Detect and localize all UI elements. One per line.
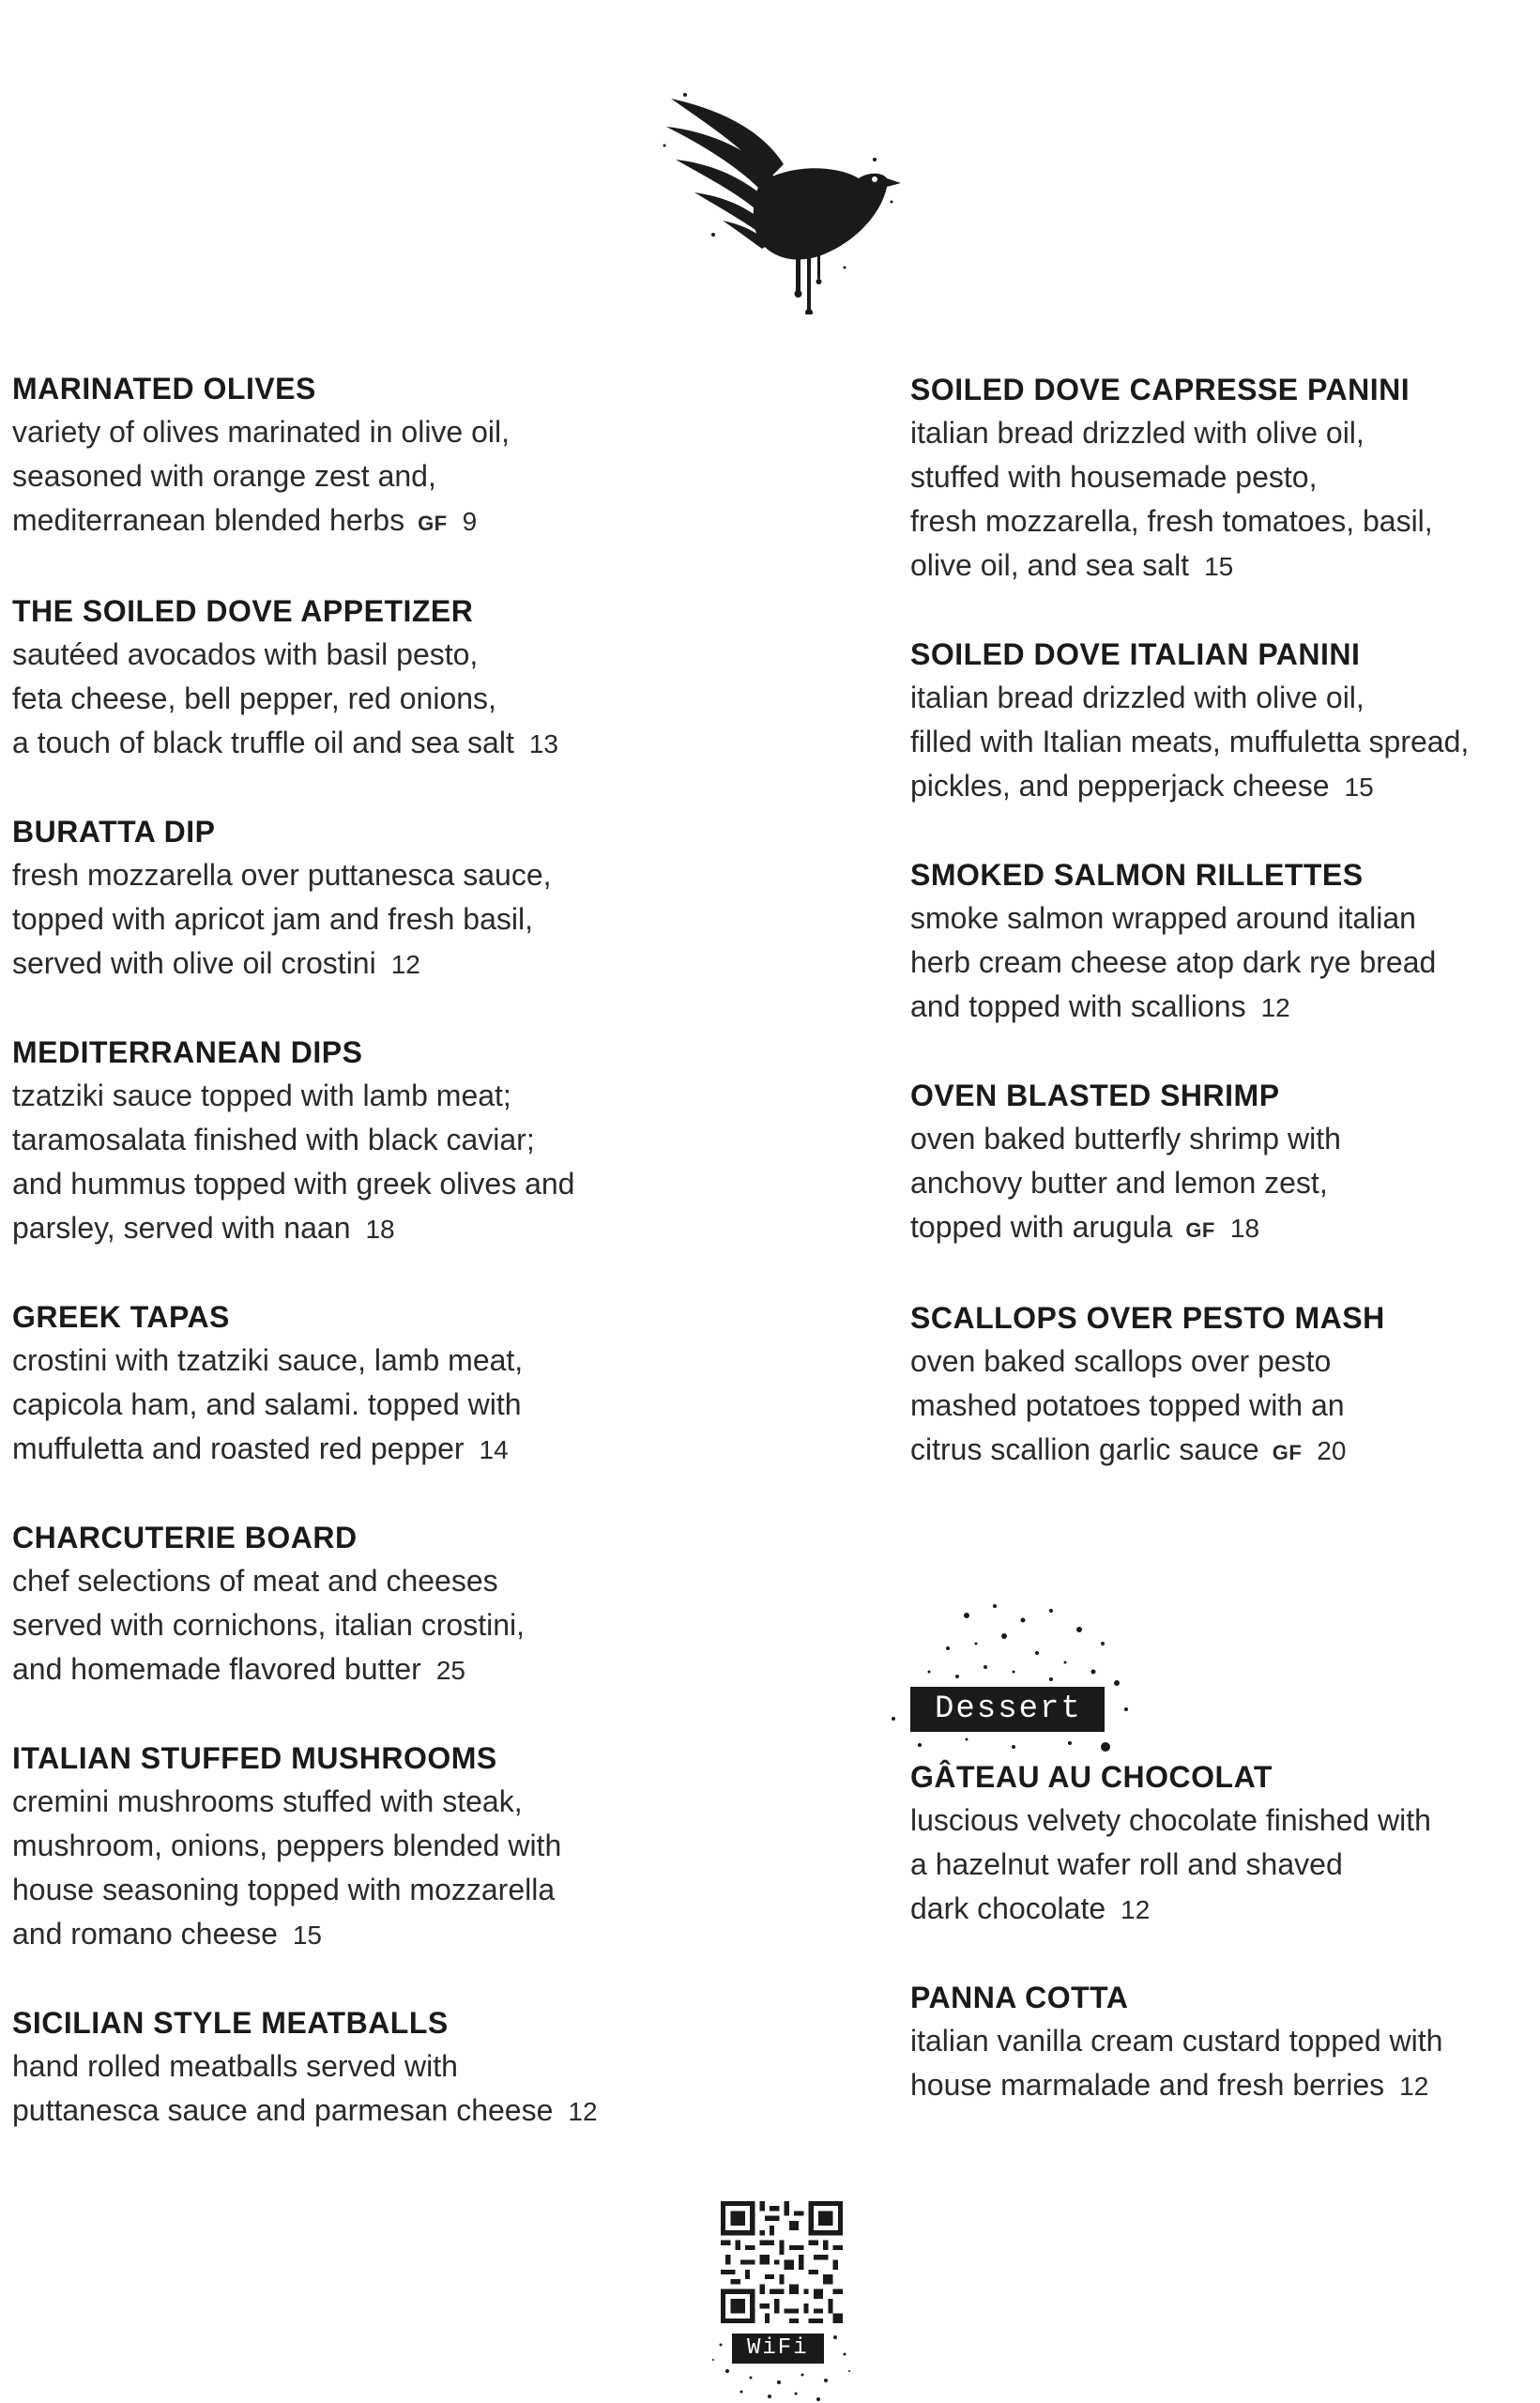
description-line: fresh mozzarella, fresh tomatoes, basil, bbox=[910, 504, 1433, 538]
description-line: feta cheese, bell pepper, red onions, bbox=[12, 681, 496, 715]
item-price: 15 bbox=[292, 1921, 323, 1950]
description-line: mediterranean blended herbs GF 9 bbox=[12, 503, 478, 537]
item-name: SMOKED SALMON RILLETTES bbox=[910, 858, 1364, 892]
qr-code-icon[interactable] bbox=[721, 2201, 843, 2323]
item-price: 12 bbox=[1260, 993, 1290, 1022]
item-description bbox=[12, 1339, 754, 1472]
item-name: GREEK TAPAS bbox=[12, 1300, 230, 1334]
menu-item bbox=[910, 1075, 1530, 1252]
item-price: 9 bbox=[462, 507, 478, 536]
item-description bbox=[12, 2044, 754, 2134]
description-line: cremini mushrooms stuffed with steak, bbox=[12, 1784, 523, 1818]
menu-item bbox=[910, 369, 1530, 589]
item-description bbox=[910, 1339, 1530, 1475]
description-line: puttanesca sauce and parmesan cheese 12 bbox=[12, 2093, 598, 2127]
menu-item bbox=[12, 1032, 754, 1251]
item-name: CHARCUTERIE BOARD bbox=[12, 1521, 358, 1554]
item-name: PANNA COTTA bbox=[910, 1981, 1129, 2014]
description-line: muffuletta and roasted red pepper 14 bbox=[12, 1431, 509, 1465]
description-line: chef selections of meat and cheeses bbox=[12, 1564, 498, 1598]
item-name: SOILED DOVE ITALIAN PANINI bbox=[910, 637, 1361, 671]
description-line: and romano cheese 15 bbox=[12, 1917, 323, 1951]
item-description bbox=[910, 1798, 1530, 1932]
description-line: oven baked butterfly shrimp with bbox=[910, 1122, 1341, 1156]
item-description bbox=[12, 1559, 754, 1692]
description-line: italian bread drizzled with olive oil, bbox=[910, 416, 1365, 450]
description-line: house seasoning topped with mozzarella bbox=[12, 1873, 556, 1906]
item-name: ITALIAN STUFFED MUSHROOMS bbox=[12, 1741, 497, 1775]
description-line: luscious velvety chocolate finished with bbox=[910, 1803, 1431, 1837]
description-line: fresh mozzarella over puttanesca sauce, bbox=[12, 858, 552, 892]
description-line: herb cream cheese atop dark rye bread bbox=[910, 945, 1437, 979]
wifi-badge bbox=[704, 2326, 854, 2403]
description-line: italian vanilla cream custard topped with bbox=[910, 2024, 1443, 2058]
description-line: and homemade flavored butter 25 bbox=[12, 1652, 465, 1686]
description-line: served with cornichons, italian crostini, bbox=[12, 1608, 526, 1642]
menu-item bbox=[910, 1756, 1530, 1932]
item-name: MEDITERRANEAN DIPS bbox=[12, 1035, 363, 1069]
item-description bbox=[12, 853, 754, 987]
menu-item bbox=[910, 854, 1530, 1030]
menu-item bbox=[12, 811, 754, 987]
description-line: parsley, served with naan 18 bbox=[12, 1211, 395, 1245]
menu-item bbox=[910, 1977, 1530, 2108]
dessert-heading bbox=[910, 1578, 1530, 1756]
item-price: 20 bbox=[1317, 1436, 1347, 1465]
item-description bbox=[12, 1780, 754, 1957]
description-line: citrus scallion garlic sauce GF 20 bbox=[910, 1432, 1347, 1466]
wifi-label: WiFi bbox=[732, 2334, 824, 2364]
right-menu-column bbox=[910, 369, 1530, 2153]
menu-item bbox=[12, 590, 754, 766]
menu-item bbox=[12, 1737, 754, 1957]
description-line: pickles, and pepperjack cheese 15 bbox=[910, 769, 1374, 803]
item-name: MARINATED OLIVES bbox=[12, 372, 316, 406]
dessert-label: Dessert bbox=[910, 1687, 1105, 1732]
item-name: THE SOILED DOVE APPETIZER bbox=[12, 594, 474, 628]
description-line: topped with arugula GF 18 bbox=[910, 1210, 1260, 1244]
item-price: 15 bbox=[1344, 773, 1374, 802]
description-line: topped with apricot jam and fresh basil, bbox=[12, 902, 533, 936]
description-line: filled with Italian meats, muffuletta spread, bbox=[910, 725, 1470, 758]
menu-item bbox=[12, 368, 754, 545]
description-line: a hazelnut wafer roll and shaved bbox=[910, 1847, 1343, 1881]
menu-item bbox=[910, 634, 1530, 809]
description-line: mushroom, onions, peppers blended with bbox=[12, 1829, 562, 1862]
gluten-free-tag: GF bbox=[418, 512, 448, 535]
item-description bbox=[12, 410, 754, 545]
description-line: and hummus topped with greek olives and bbox=[12, 1167, 575, 1201]
item-name: BURATTA DIP bbox=[12, 815, 216, 849]
item-name: GÂTEAU AU CHOCOLAT bbox=[910, 1760, 1273, 1794]
dove-logo-icon bbox=[657, 89, 901, 314]
description-line: italian bread drizzled with olive oil, bbox=[910, 681, 1365, 714]
item-price: 25 bbox=[435, 1656, 465, 1685]
item-price: 12 bbox=[1121, 1895, 1151, 1924]
item-price: 12 bbox=[390, 950, 420, 979]
item-description bbox=[910, 676, 1530, 809]
description-line: hand rolled meatballs served with bbox=[12, 2049, 458, 2083]
item-price: 12 bbox=[568, 2097, 598, 2126]
menu-item bbox=[12, 1296, 754, 1472]
description-line: and topped with scallions 12 bbox=[910, 989, 1290, 1023]
item-description bbox=[910, 411, 1530, 589]
menu-item bbox=[910, 1297, 1530, 1475]
description-line: mashed potatoes topped with an bbox=[910, 1388, 1345, 1422]
item-price: 12 bbox=[1399, 2072, 1429, 2101]
item-name: SOILED DOVE CAPRESSE PANINI bbox=[910, 373, 1410, 406]
item-name: OVEN BLASTED SHRIMP bbox=[910, 1079, 1280, 1112]
item-name: SICILIAN STYLE MEATBALLS bbox=[12, 2006, 449, 2040]
description-line: dark chocolate 12 bbox=[910, 1891, 1151, 1925]
description-line: smoke salmon wrapped around italian bbox=[910, 901, 1416, 935]
item-price: 18 bbox=[365, 1215, 395, 1244]
item-description bbox=[12, 633, 754, 766]
gluten-free-tag: GF bbox=[1185, 1218, 1215, 1242]
description-line: crostini with tzatziki sauce, lamb meat, bbox=[12, 1343, 524, 1377]
item-price: 13 bbox=[528, 729, 558, 758]
left-menu-column bbox=[12, 368, 754, 2179]
item-description bbox=[12, 1074, 754, 1251]
description-line: capicola ham, and salami. topped with bbox=[12, 1387, 522, 1421]
description-line: taramosalata finished with black caviar; bbox=[12, 1123, 535, 1156]
item-price: 14 bbox=[479, 1435, 509, 1464]
description-line: a touch of black truffle oil and sea salt 13 bbox=[12, 726, 558, 759]
description-line: sautéed avocados with basil pesto, bbox=[12, 637, 479, 671]
description-line: house marmalade and fresh berries 12 bbox=[910, 2068, 1429, 2102]
menu-item bbox=[12, 2002, 754, 2134]
item-price: 18 bbox=[1229, 1214, 1260, 1243]
item-price: 15 bbox=[1204, 552, 1234, 581]
description-line: seasoned with orange zest and, bbox=[12, 459, 436, 493]
item-description bbox=[910, 1117, 1530, 1252]
description-line: variety of olives marinated in olive oil, bbox=[12, 415, 511, 449]
item-name: SCALLOPS OVER PESTO MASH bbox=[910, 1301, 1385, 1335]
item-description bbox=[910, 896, 1530, 1030]
gluten-free-tag: GF bbox=[1272, 1441, 1303, 1464]
description-line: olive oil, and sea salt 15 bbox=[910, 548, 1234, 582]
description-line: tzatziki sauce topped with lamb meat; bbox=[12, 1079, 511, 1112]
description-line: anchovy butter and lemon zest, bbox=[910, 1166, 1328, 1200]
description-line: served with olive oil crostini 12 bbox=[12, 946, 420, 980]
menu-item bbox=[12, 1517, 754, 1692]
description-line: stuffed with housemade pesto, bbox=[910, 460, 1318, 494]
item-description bbox=[910, 2019, 1530, 2108]
description-line: oven baked scallops over pesto bbox=[910, 1344, 1332, 1378]
